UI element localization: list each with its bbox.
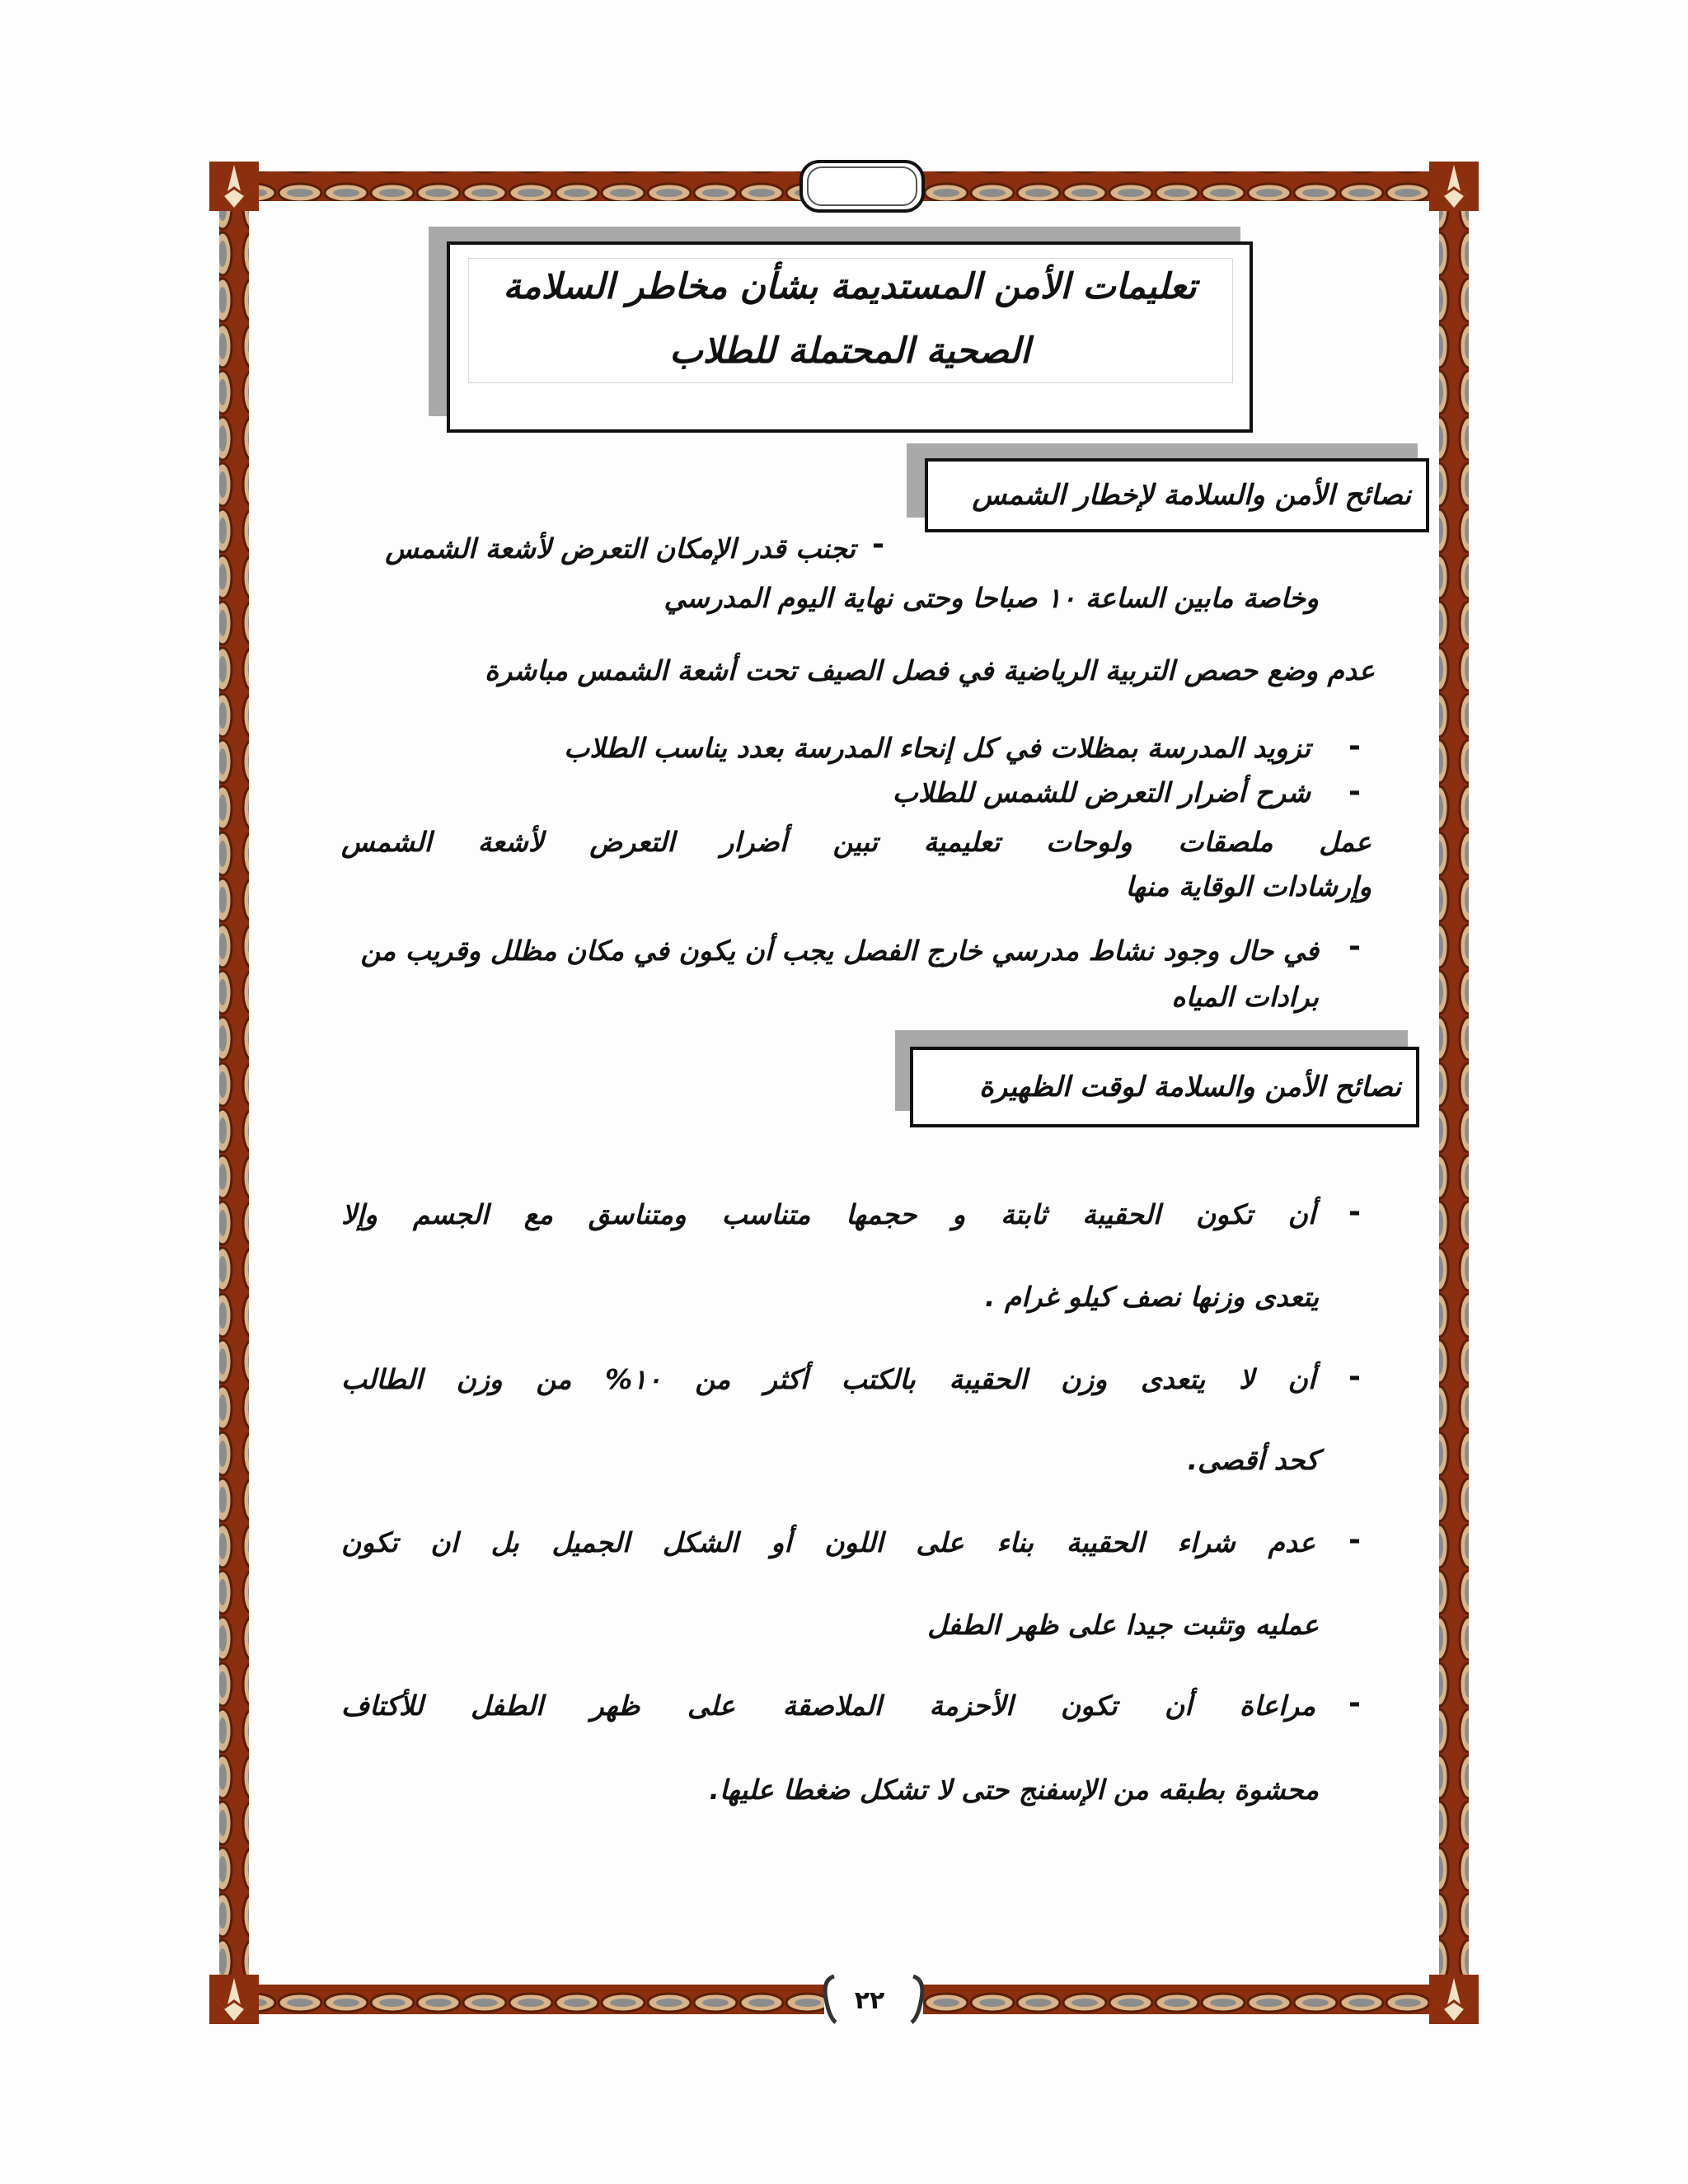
bullet-dash: - bbox=[1348, 729, 1361, 763]
noon-item-3-cont: عمليه وتثبت جيدا على ظهر الطفل bbox=[927, 1609, 1319, 1641]
bullet-dash: - bbox=[1348, 1686, 1361, 1720]
title-line-1: تعليمات الأمن المستديمة بشأن مخاطر السلامة bbox=[503, 266, 1197, 307]
title-line-2: الصحية المحتملة للطلاب bbox=[669, 330, 1030, 372]
noon-section-heading: نصائح الأمن والسلامة لوقت الظهيرة bbox=[910, 1047, 1419, 1127]
sun-section-heading: نصائح الأمن والسلامة لإخطار الشمس bbox=[925, 458, 1429, 532]
bullet-dash: - bbox=[1348, 1360, 1361, 1394]
noon-item-4: مراعاة أن تكون الأحزمة الملاصقة على ظهر الطفل للأكتاف bbox=[341, 1690, 1315, 1722]
title-box bbox=[447, 241, 1253, 433]
bullet-dash: - bbox=[872, 527, 884, 561]
page-number: ٢٢ bbox=[854, 1986, 885, 2015]
sun-item-3: تزويد المدرسة بمظلات في كل إنحاء المدرسة بعدد يناسب الطلاب bbox=[564, 732, 1311, 764]
sun-item-1-cont: وخاصة مابين الساعة ١٠ صباحا وحتى نهاية اليوم المدرسي bbox=[663, 582, 1319, 614]
sun-item-2: عدم وضع حصص التربية الرياضية في فصل الصيف تحت أشعة الشمس مباشرة bbox=[485, 654, 1375, 687]
bullet-dash: - bbox=[1348, 930, 1361, 963]
noon-item-4-cont: محشوة بطبقه من الإسفنج حتى لا تشكل ضغطا عليها. bbox=[709, 1774, 1319, 1806]
sun-item-5: عمل ملصقات ولوحات تعليمية تبين أضرار التعرض لأشعة الشمس bbox=[341, 826, 1372, 858]
sun-item-6: في حال وجود نشاط مدرسي خارج الفصل يجب أن يكون في مكان مظلل وقريب من bbox=[360, 935, 1319, 967]
noon-item-1: أن تكون الحقيبة ثابتة و حجمها متناسب ومتناسق مع الجسم وإلا bbox=[341, 1198, 1315, 1230]
document-title bbox=[483, 255, 1217, 383]
sun-item-1: تجنب قدر الإمكان التعرض لأشعة الشمس bbox=[385, 532, 856, 565]
noon-item-2: أن لا يتعدى وزن الحقيبة بالكتب أكثر من ١٠% من وزن الطالب bbox=[341, 1363, 1315, 1395]
sun-item-4: شرح أضرار التعرض للشمس للطلاب bbox=[892, 776, 1311, 808]
sun-item-5-cont: وإرشادات الوقاية منها bbox=[1125, 870, 1372, 902]
bullet-dash: - bbox=[1348, 775, 1361, 808]
noon-item-3: عدم شراء الحقيبة بناء على اللون أو الشكل الجميل بل ان تكون bbox=[341, 1526, 1315, 1558]
sun-item-6-cont: برادات المياه bbox=[1171, 981, 1319, 1013]
noon-item-1-cont: يتعدى وزنها نصف كيلو غرام . bbox=[984, 1281, 1319, 1313]
noon-item-2-cont: كحد أقصى. bbox=[1187, 1444, 1319, 1476]
bullet-dash: - bbox=[1348, 1195, 1361, 1229]
bullet-dash: - bbox=[1348, 1523, 1361, 1557]
